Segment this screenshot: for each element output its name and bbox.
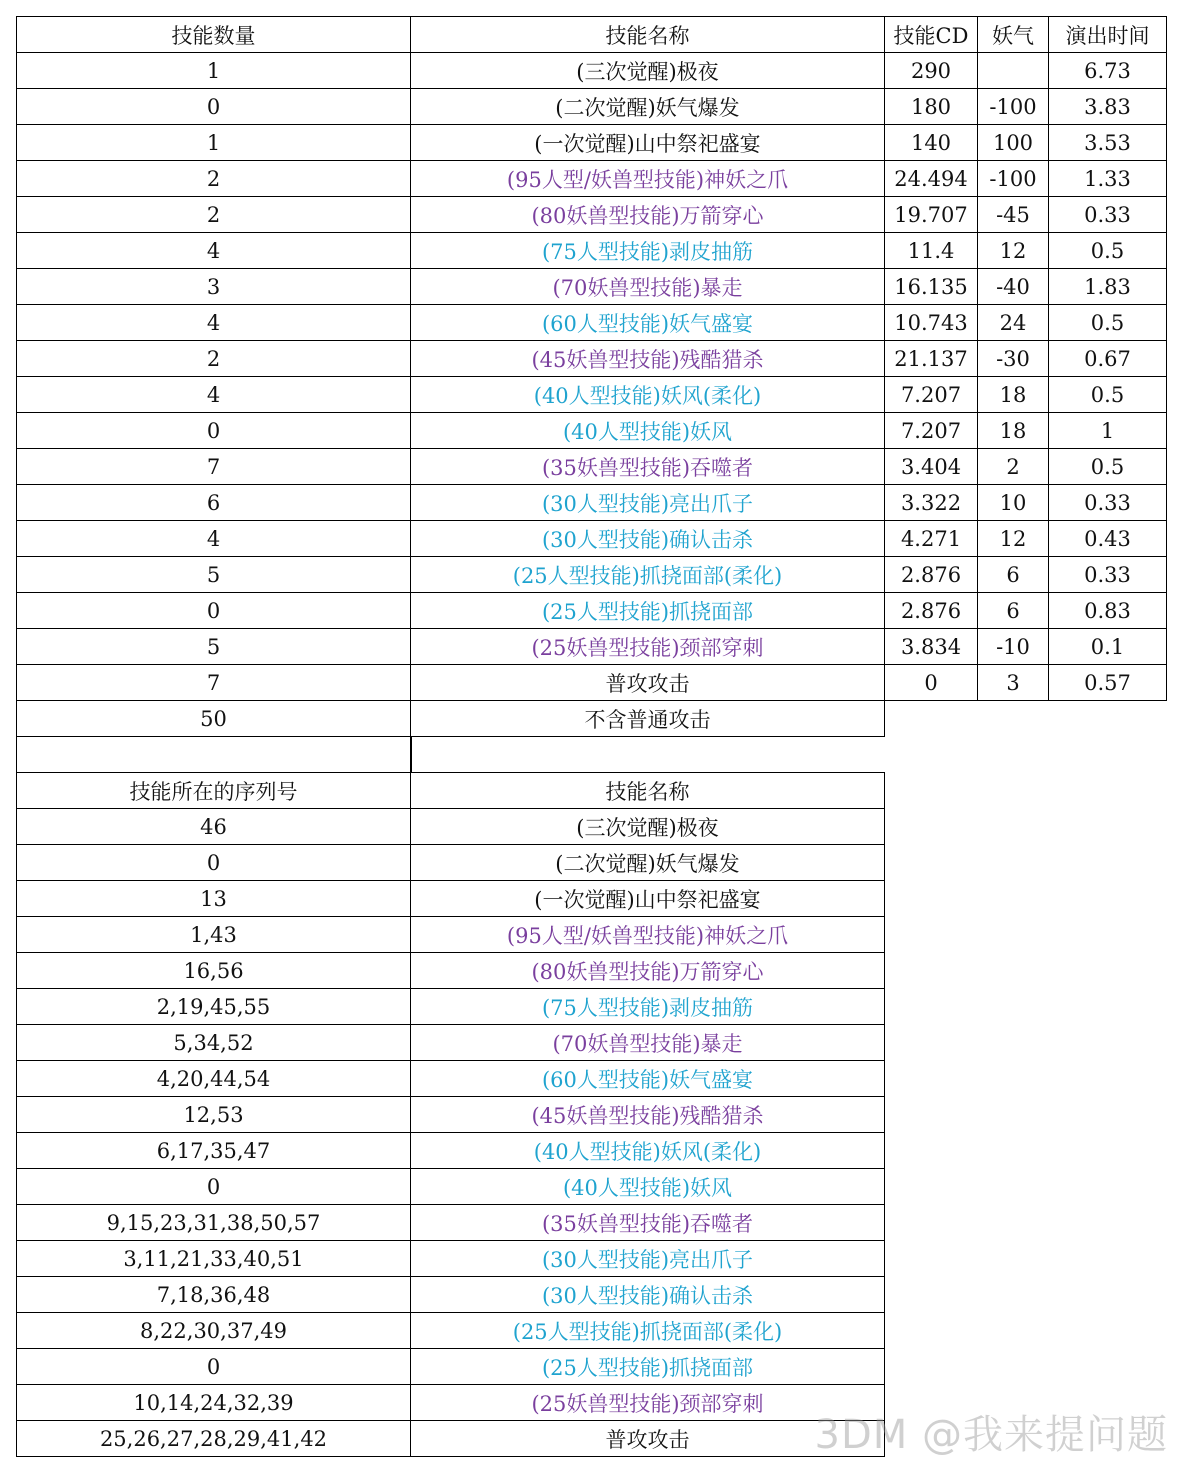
skill-count-cell: 2 <box>16 196 411 233</box>
skill-cd-cell: 3.322 <box>884 484 978 521</box>
performance-time-cell: 0.33 <box>1048 484 1167 521</box>
skill-cd-cell: 4.271 <box>884 520 978 557</box>
yaoqi-cell: 24 <box>977 304 1049 341</box>
skill-name-cell-2: (一次觉醒)山中祭祀盛宴 <box>410 880 885 917</box>
skill-name-cell-2: (30人型技能)亮出爪子 <box>410 1240 885 1277</box>
performance-time-cell: 3.53 <box>1048 124 1167 161</box>
header-skill-count: 技能数量 <box>16 16 411 53</box>
watermark: 3DM @我来提问题 <box>814 1412 1168 1458</box>
skill-count-cell: 4 <box>16 304 411 341</box>
sequence-cell: 10,14,24,32,39 <box>16 1384 411 1421</box>
sequence-cell: 8,22,30,37,49 <box>16 1312 411 1349</box>
yaoqi-cell: -100 <box>977 160 1049 197</box>
header-performance-time: 演出时间 <box>1048 16 1167 53</box>
skill-count-cell: 3 <box>16 268 411 305</box>
total-label-cell: 不含普通攻击 <box>410 700 885 737</box>
performance-time-cell: 0.5 <box>1048 232 1167 269</box>
sequence-cell: 13 <box>16 880 411 917</box>
skill-count-cell: 4 <box>16 376 411 413</box>
skill-name-cell: (60人型技能)妖气盛宴 <box>410 304 885 341</box>
performance-time-cell: 0.5 <box>1048 448 1167 485</box>
header-skill-name: 技能名称 <box>410 16 885 53</box>
skill-name-cell: (一次觉醒)山中祭祀盛宴 <box>410 124 885 161</box>
skill-cd-cell: 2.876 <box>884 592 978 629</box>
performance-time-cell: 0.1 <box>1048 628 1167 665</box>
skill-name-cell: (30人型技能)确认击杀 <box>410 520 885 557</box>
performance-time-cell: 3.83 <box>1048 88 1167 125</box>
skill-cd-cell: 7.207 <box>884 412 978 449</box>
yaoqi-cell: 12 <box>977 520 1049 557</box>
skill-cd-cell: 19.707 <box>884 196 978 233</box>
performance-time-cell: 0.5 <box>1048 304 1167 341</box>
yaoqi-cell: -100 <box>977 88 1049 125</box>
skill-count-cell: 5 <box>16 628 411 665</box>
skill-name-cell-2: (25妖兽型技能)颈部穿刺 <box>410 1384 885 1421</box>
yaoqi-cell: -30 <box>977 340 1049 377</box>
sequence-cell: 12,53 <box>16 1096 411 1133</box>
skill-cd-cell: 24.494 <box>884 160 978 197</box>
yaoqi-cell: -45 <box>977 196 1049 233</box>
sequence-cell: 0 <box>16 844 411 881</box>
skill-cd-cell: 180 <box>884 88 978 125</box>
sequence-cell: 9,15,23,31,38,50,57 <box>16 1204 411 1241</box>
sequence-cell: 1,43 <box>16 916 411 953</box>
total-count-cell: 50 <box>16 700 411 737</box>
skill-name-cell-2: (75人型技能)剥皮抽筋 <box>410 988 885 1025</box>
skill-cd-cell: 2.876 <box>884 556 978 593</box>
yaoqi-cell: 6 <box>977 592 1049 629</box>
skill-cd-cell: 16.135 <box>884 268 978 305</box>
yaoqi-cell: 2 <box>977 448 1049 485</box>
skill-name-cell-2: 普攻攻击 <box>410 1420 885 1457</box>
performance-time-cell: 1.83 <box>1048 268 1167 305</box>
skill-count-cell: 0 <box>16 412 411 449</box>
skill-count-cell: 1 <box>16 52 411 89</box>
sequence-cell: 3,11,21,33,40,51 <box>16 1240 411 1277</box>
skill-count-cell: 0 <box>16 88 411 125</box>
performance-time-cell: 1.33 <box>1048 160 1167 197</box>
skill-name-cell: 普攻攻击 <box>410 664 885 701</box>
header-skill-name-2: 技能名称 <box>410 772 885 809</box>
skill-name-cell-2: (35妖兽型技能)吞噬者 <box>410 1204 885 1241</box>
skill-name-cell-2: (二次觉醒)妖气爆发 <box>410 844 885 881</box>
skill-cd-cell: 10.743 <box>884 304 978 341</box>
skill-name-cell: (45妖兽型技能)残酷猎杀 <box>410 340 885 377</box>
skill-name-cell-2: (25人型技能)抓挠面部(柔化) <box>410 1312 885 1349</box>
sequence-cell: 4,20,44,54 <box>16 1060 411 1097</box>
skill-name-cell-2: (25人型技能)抓挠面部 <box>410 1348 885 1385</box>
yaoqi-cell: 10 <box>977 484 1049 521</box>
sequence-cell: 7,18,36,48 <box>16 1276 411 1313</box>
skill-count-cell: 1 <box>16 124 411 161</box>
skill-name-cell: (30人型技能)亮出爪子 <box>410 484 885 521</box>
yaoqi-cell: -10 <box>977 628 1049 665</box>
skill-count-cell: 6 <box>16 484 411 521</box>
performance-time-cell: 1 <box>1048 412 1167 449</box>
performance-time-cell: 6.73 <box>1048 52 1167 89</box>
skill-count-cell: 0 <box>16 592 411 629</box>
performance-time-cell: 0.5 <box>1048 376 1167 413</box>
performance-time-cell: 0.33 <box>1048 556 1167 593</box>
skill-name-cell: (二次觉醒)妖气爆发 <box>410 88 885 125</box>
yaoqi-cell: 12 <box>977 232 1049 269</box>
header-yaoqi: 妖气 <box>977 16 1049 53</box>
skill-name-cell: (35妖兽型技能)吞噬者 <box>410 448 885 485</box>
skill-cd-cell: 3.834 <box>884 628 978 665</box>
yaoqi-cell: -40 <box>977 268 1049 305</box>
skill-count-cell: 2 <box>16 160 411 197</box>
sequence-cell: 5,34,52 <box>16 1024 411 1061</box>
sequence-cell: 0 <box>16 1168 411 1205</box>
skill-name-cell: (三次觉醒)极夜 <box>410 52 885 89</box>
skill-name-cell-2: (95人型/妖兽型技能)神妖之爪 <box>410 916 885 953</box>
performance-time-cell: 0.83 <box>1048 592 1167 629</box>
skill-name-cell-2: (40人型技能)妖风 <box>410 1168 885 1205</box>
skill-name-cell-2: (80妖兽型技能)万箭穿心 <box>410 952 885 989</box>
performance-time-cell: 0.57 <box>1048 664 1167 701</box>
skill-count-cell: 5 <box>16 556 411 593</box>
skill-name-cell-2: (70妖兽型技能)暴走 <box>410 1024 885 1061</box>
skill-name-cell-2: (30人型技能)确认击杀 <box>410 1276 885 1313</box>
skill-name-cell: (95人型/妖兽型技能)神妖之爪 <box>410 160 885 197</box>
skill-name-cell: (25人型技能)抓挠面部 <box>410 592 885 629</box>
sequence-cell: 25,26,27,28,29,41,42 <box>16 1420 411 1457</box>
skill-name-cell-2: (40人型技能)妖风(柔化) <box>410 1132 885 1169</box>
skill-name-cell: (40人型技能)妖风 <box>410 412 885 449</box>
yaoqi-cell: 100 <box>977 124 1049 161</box>
sequence-cell: 2,19,45,55 <box>16 988 411 1025</box>
sequence-cell: 16,56 <box>16 952 411 989</box>
skill-count-cell: 4 <box>16 232 411 269</box>
skill-name-cell-2: (45妖兽型技能)残酷猎杀 <box>410 1096 885 1133</box>
skill-name-cell: (70妖兽型技能)暴走 <box>410 268 885 305</box>
skill-name-cell-2: (60人型技能)妖气盛宴 <box>410 1060 885 1097</box>
skill-cd-cell: 140 <box>884 124 978 161</box>
yaoqi-cell: 18 <box>977 376 1049 413</box>
empty-cell <box>16 736 411 773</box>
skill-cd-cell: 21.137 <box>884 340 978 377</box>
skill-name-cell: (80妖兽型技能)万箭穿心 <box>410 196 885 233</box>
skill-name-cell: (25妖兽型技能)颈部穿刺 <box>410 628 885 665</box>
performance-time-cell: 0.43 <box>1048 520 1167 557</box>
yaoqi-cell: 18 <box>977 412 1049 449</box>
skill-cd-cell: 11.4 <box>884 232 978 269</box>
skill-name-cell: (40人型技能)妖风(柔化) <box>410 376 885 413</box>
skill-count-cell: 4 <box>16 520 411 557</box>
yaoqi-cell: 6 <box>977 556 1049 593</box>
header-sequence-number: 技能所在的序列号 <box>16 772 411 809</box>
skill-name-cell-2: (三次觉醒)极夜 <box>410 808 885 845</box>
skill-cd-cell: 3.404 <box>884 448 978 485</box>
yaoqi-cell <box>977 52 1049 89</box>
skill-cd-cell: 7.207 <box>884 376 978 413</box>
performance-time-cell: 0.33 <box>1048 196 1167 233</box>
skill-name-cell: (25人型技能)抓挠面部(柔化) <box>410 556 885 593</box>
skill-count-cell: 2 <box>16 340 411 377</box>
skill-count-cell: 7 <box>16 664 411 701</box>
skill-name-cell: (75人型技能)剥皮抽筋 <box>410 232 885 269</box>
sequence-cell: 0 <box>16 1348 411 1385</box>
skill-cd-cell: 0 <box>884 664 978 701</box>
sequence-cell: 46 <box>16 808 411 845</box>
skill-count-cell: 7 <box>16 448 411 485</box>
yaoqi-cell: 3 <box>977 664 1049 701</box>
spacer-divider <box>410 736 412 772</box>
skill-cd-cell: 290 <box>884 52 978 89</box>
header-skill-cd: 技能CD <box>884 16 978 53</box>
sequence-cell: 6,17,35,47 <box>16 1132 411 1169</box>
performance-time-cell: 0.67 <box>1048 340 1167 377</box>
